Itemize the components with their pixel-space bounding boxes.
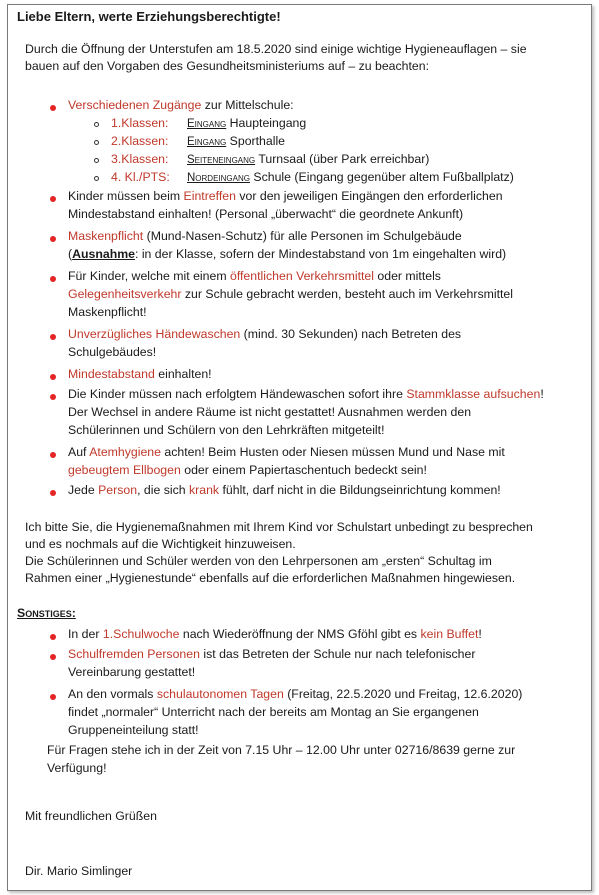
bullet-dot	[50, 276, 56, 282]
paragraph-hygiene-lesson-line-1: Die Schülerinnen und Schüler werden von den Lehrpersonen am „ersten“ Schultag im	[25, 554, 492, 568]
heading-sonstiges: Sonstiges:	[17, 606, 76, 620]
bullet-dot	[50, 394, 56, 400]
bullet-mask-line-1: Maskenpflicht (Mund-Nasen-Schutz) für alle Personen im Schulgebäude	[68, 229, 462, 243]
bullet-handwash-line-1: Unverzügliches Händewaschen (mind. 30 Sekunden) nach Betreten des	[68, 327, 462, 341]
bullet-distance: Mindestabstand einhalten!	[68, 367, 212, 381]
bullet-entrances: Verschiedenen Zugänge zur Mittelschule:	[68, 98, 294, 112]
bullet-visitors-line-2: Vereinbarung gestattet!	[68, 665, 196, 679]
sub-bullet-dot	[94, 176, 99, 181]
sub-bullet-dot	[94, 140, 99, 145]
bullet-transport-line-1: Für Kinder, welche mit einem öffentlichen Verkehrsmittel oder mittels	[68, 269, 441, 283]
bullet-classroom-line-2: Der Wechsel in andere Räume ist nicht gestattet! Ausnahmen werden den	[68, 405, 472, 419]
bullet-mask-line-2: (Ausnahme: in der Klasse, sofern der Mindestabstand von 1m eingehalten wird)	[68, 247, 507, 261]
entrance-item: 1.Klassen: Eingang Haupteingang	[111, 116, 307, 130]
entrance-item: 2.Klassen: Eingang Sporthalle	[111, 134, 286, 148]
entrance-item: 4. Kl./PTS: Nordeingang Schule (Eingang gegenüber altem Fußballplatz)	[111, 170, 514, 184]
sub-bullet-dot	[94, 158, 99, 163]
paragraph-discuss-line-1: Ich bitte Sie, die Hygienemaßnahmen mit Ihrem Kind vor Schulstart unbedingt zu besprechen	[25, 520, 533, 534]
intro-line-1: Durch die Öffnung der Unterstufen am 18.5.2020 sind einige wichtige Hygieneauflagen – sie	[25, 42, 527, 56]
contact-line-2: Verfügung!	[47, 761, 107, 775]
bullet-classroom-line-3: Schülerinnen und Schülern von den Lehrkräften mitgeteilt!	[68, 423, 385, 437]
bullet-arrival-line-2: Mindestabstand einhalten! (Personal „überwacht“ die geordnete Ankunft)	[68, 207, 464, 221]
paragraph-hygiene-lesson-line-2: Rahmen einer „Hygienestunde“ ebenfalls auf die erforderlichen Maßnahmen hingewiesen.	[25, 571, 516, 585]
bullet-autonomous-days-line-3: Gruppeneinteilung statt!	[68, 723, 199, 737]
bullet-dot	[50, 236, 56, 242]
bullet-dot	[50, 490, 56, 496]
bullet-dot	[50, 105, 56, 111]
bullet-visitors-line-1: Schulfremden Personen ist das Betreten der Schule nur nach telefonischer	[68, 647, 476, 661]
bullet-dot	[50, 634, 56, 640]
bullet-dot	[50, 374, 56, 380]
bullet-dot	[50, 334, 56, 340]
intro-line-2: bauen auf den Vorgaben des Gesundheitsministeriums auf – zu beachten:	[25, 59, 430, 73]
entrance-item: 3.Klassen: Seiteneingang Turnsaal (über Park erreichbar)	[111, 152, 430, 166]
bullet-illness: Jede Person, die sich krank fühlt, darf nicht in die Bildungseinrichtung kommen!	[68, 483, 501, 497]
bullet-handwash-line-2: Schulgebäudes!	[68, 345, 157, 359]
bullet-buffet: In der 1.Schulwoche nach Wiederöffnung der NMS Gföhl gibt es kein Buffet!	[68, 627, 482, 641]
bullet-autonomous-days-line-1: An den vormals schulautonomen Tagen (Freitag, 22.5.2020 und Freitag, 12.6.2020)	[68, 687, 523, 701]
sub-bullet-dot	[94, 122, 99, 127]
bullet-autonomous-days-line-2: findet „normaler“ Unterricht nach der bereits am Montag an Sie ergangenen	[68, 705, 479, 719]
signature: Dir. Mario Simlinger	[25, 864, 133, 878]
closing-phrase: Mit freundlichen Grüßen	[25, 809, 157, 823]
letter-greeting: Liebe Eltern, werte Erziehungsberechtigte!	[17, 9, 281, 24]
bullet-respiratory-line-1: Auf Atemhygiene achten! Beim Husten oder Niesen müssen Mund und Nase mit	[68, 445, 505, 459]
bullet-dot	[50, 452, 56, 458]
bullet-transport-line-2: Gelegenheitsverkehr zur Schule gebracht werden, besteht auch im Verkehrsmittel	[68, 287, 513, 301]
paragraph-discuss-line-2: und es nochmals auf die Wichtigkeit hinzuweisen.	[25, 537, 296, 551]
bullet-dot	[50, 694, 56, 700]
bullet-arrival-line-1: Kinder müssen beim Eintreffen vor den jeweiligen Eingängen den erforderlichen	[68, 189, 503, 203]
bullet-classroom-line-1: Die Kinder müssen nach erfolgtem Händewaschen sofort ihre Stammklasse aufsuchen!	[68, 387, 544, 401]
contact-line-1: Für Fragen stehe ich in der Zeit von 7.15 Uhr – 12.00 Uhr unter 02716/8639 gerne zur	[47, 743, 516, 757]
bullet-dot	[50, 654, 56, 660]
bullet-respiratory-line-2: gebeugtem Ellbogen oder einem Papiertaschentuch bedeckt sein!	[68, 463, 427, 477]
bullet-transport-line-3: Maskenpflicht!	[68, 305, 147, 319]
bullet-dot	[50, 196, 56, 202]
